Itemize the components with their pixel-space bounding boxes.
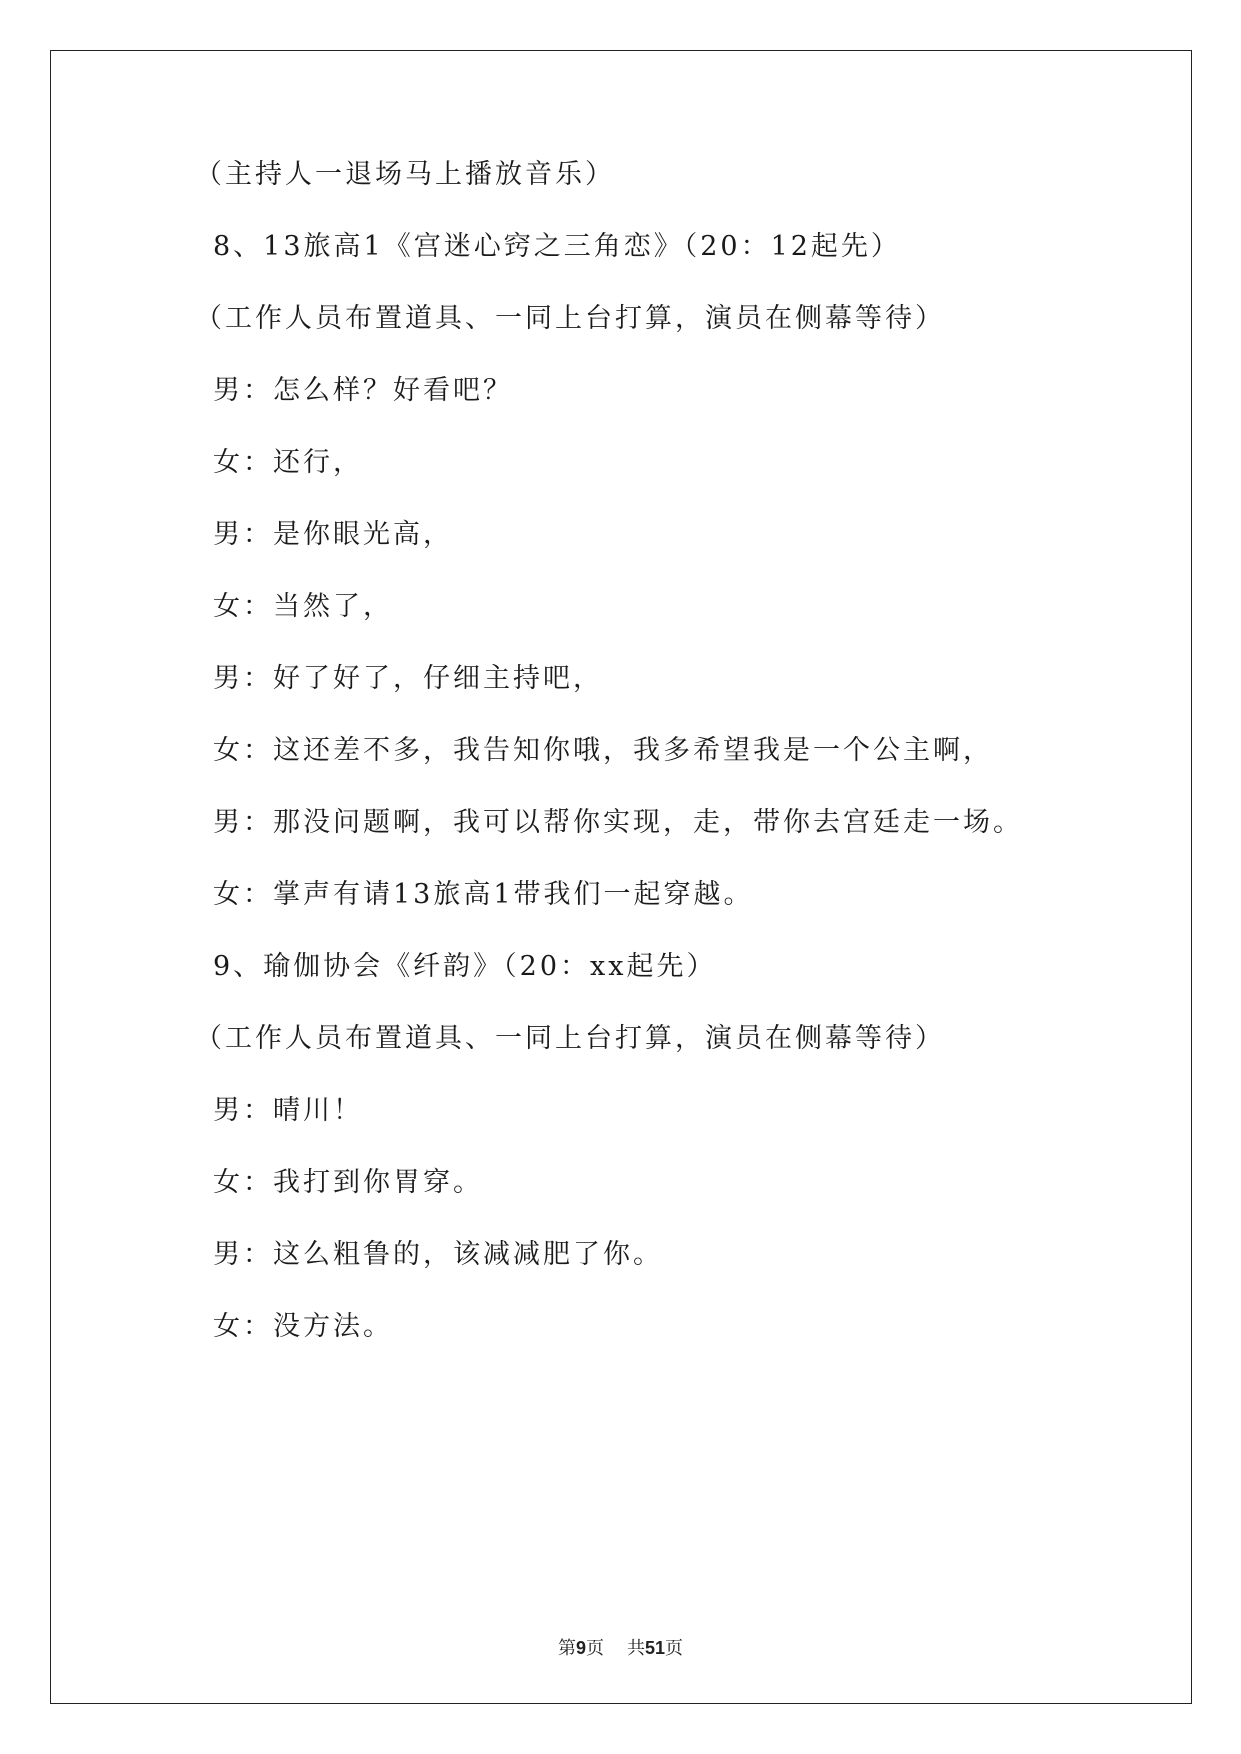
text-line: （主持人一退场马上播放音乐）	[195, 159, 615, 190]
page-footer	[0, 1636, 1241, 1661]
text-line: 女：没方法。	[213, 1311, 393, 1342]
text-line: 男：怎么样？好看吧？	[213, 375, 513, 406]
text-line: 男：晴川！	[213, 1095, 363, 1126]
text-line: 男：这么粗鲁的，该减减肥了你。	[213, 1239, 663, 1270]
text-line: 8、13旅高1《宫迷心窍之三角恋》（20：12起先）	[213, 231, 901, 262]
text-line: 9、瑜伽协会《纤韵》（20：xx起先）	[213, 951, 717, 982]
text-line: 女：这还差不多，我告知你哦，我多希望我是一个公主啊，	[213, 735, 993, 766]
footer-page-suffix: 页	[586, 1638, 605, 1659]
text-line: 女：还行，	[213, 447, 363, 478]
text-line: 女：掌声有请13旅高1带我们一起穿越。	[213, 879, 754, 910]
text-line: 男：那没问题啊，我可以帮你实现，走，带你去宫廷走一场。	[213, 807, 1023, 838]
text-line: 女：我打到你胃穿。	[213, 1167, 483, 1198]
footer-total-pages: 51	[644, 1638, 665, 1658]
footer-total-suffix: 页	[664, 1638, 683, 1659]
text-line: （工作人员布置道具、一同上台打算，演员在侧幕等待）	[195, 303, 945, 334]
footer-total-prefix: 共	[626, 1638, 645, 1659]
footer-page-number: 9	[576, 1638, 587, 1658]
text-line: 男：好了好了，仔细主持吧，	[213, 663, 603, 694]
text-line: 女：当然了，	[213, 591, 393, 622]
text-line: （工作人员布置道具、一同上台打算，演员在侧幕等待）	[195, 1023, 945, 1054]
footer-prefix: 第	[558, 1638, 577, 1659]
text-line: 男：是你眼光高，	[213, 519, 453, 550]
